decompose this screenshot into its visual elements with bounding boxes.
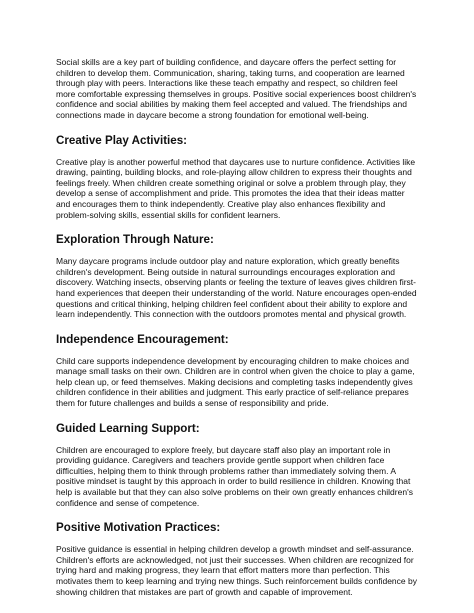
section-paragraph: Child care supports independence development by encouraging children to make choices and manage small tasks on their own. Children are in control when given the choice to play a game, help clean up, or feed themselves. Making decisions and completing tasks independently gives children confidence in their abilities and judgment. This early practice of self-reliance prepares them for future challenges and builds a sense of responsibility and pride. (56, 355, 415, 409)
section-paragraph: Many daycare programs include outdoor play and nature exploration, which greatly benefits children's development. Being outside in natural surroundings encourages exploration and discovery. Watching insects, observing plants or feeling the texture of leaves gives children first-hand experiences that deepen their understanding of the world. Nature encourages open-ended questions and critical thinking, helping children feel confident about their ability to explore and learn independently. This connection with the outdoors promotes mental and physical growth. (56, 256, 417, 320)
section-creative-play (56, 134, 419, 221)
section-heading: Positive Motivation Practices: (56, 521, 221, 535)
section-independence (56, 333, 419, 409)
section-exploration-nature (56, 233, 419, 320)
section-positive-motivation (56, 521, 419, 597)
section-paragraph: Creative play is another powerful method that daycares use to nurture confidence. Activities like drawing, painting, building blocks, and role-playing allow children to express their thoughts and feelings freely. When children create something original or solve a problem through play, they develop a sense of accomplishment and pride. This promotes the idea that their ideas matter and encourages them to think independently. Creative play also enhances flexibility and problem-solving skills, essential skills for confident learners. (56, 156, 416, 220)
section-paragraph: Positive guidance is essential in helping children develop a growth mindset and self-assurance. Children's efforts are acknowledged, not just their successes. When children are recognized for trying hard and making progress, they learn that effort matters more than perfection. This motivates them to keep learning and trying new things. Such reinforcement builds confidence by showing children that mistakes are part of growth and capable of improvement. (56, 544, 417, 597)
section-paragraph: Children are encouraged to explore freely, but daycare staff also play an important role in providing guidance. Caregivers and teachers provide gentle support when children face difficulties, helping them to think through problems rather than immediately solving them. A positive mindset is taught by this approach in order to build resilience in children. Knowing that help is available but that they can also solve problems on their own greatly enhances children's confidence and sense of competence. (56, 444, 413, 508)
section-heading: Exploration Through Nature: (56, 233, 214, 247)
section-heading: Independence Encouragement: (56, 332, 229, 346)
intro-paragraph: Social skills are a key part of building confidence, and daycare offers the perfect setting for children to develop them. Communication, sharing, taking turns, and cooperation are learned through play with peers. Interactions like these teach empathy and respect, so children feel more comfortable expressing themselves in groups. Positive social experiences boost children's confidence and social abilities by making them feel accepted and valued. The friendships and connections made in daycare become a strong foundation for emotional well-being. (56, 57, 417, 120)
section-heading: Guided Learning Support: (56, 421, 200, 435)
section-guided-learning (56, 422, 419, 509)
section-heading: Creative Play Activities: (56, 133, 188, 147)
